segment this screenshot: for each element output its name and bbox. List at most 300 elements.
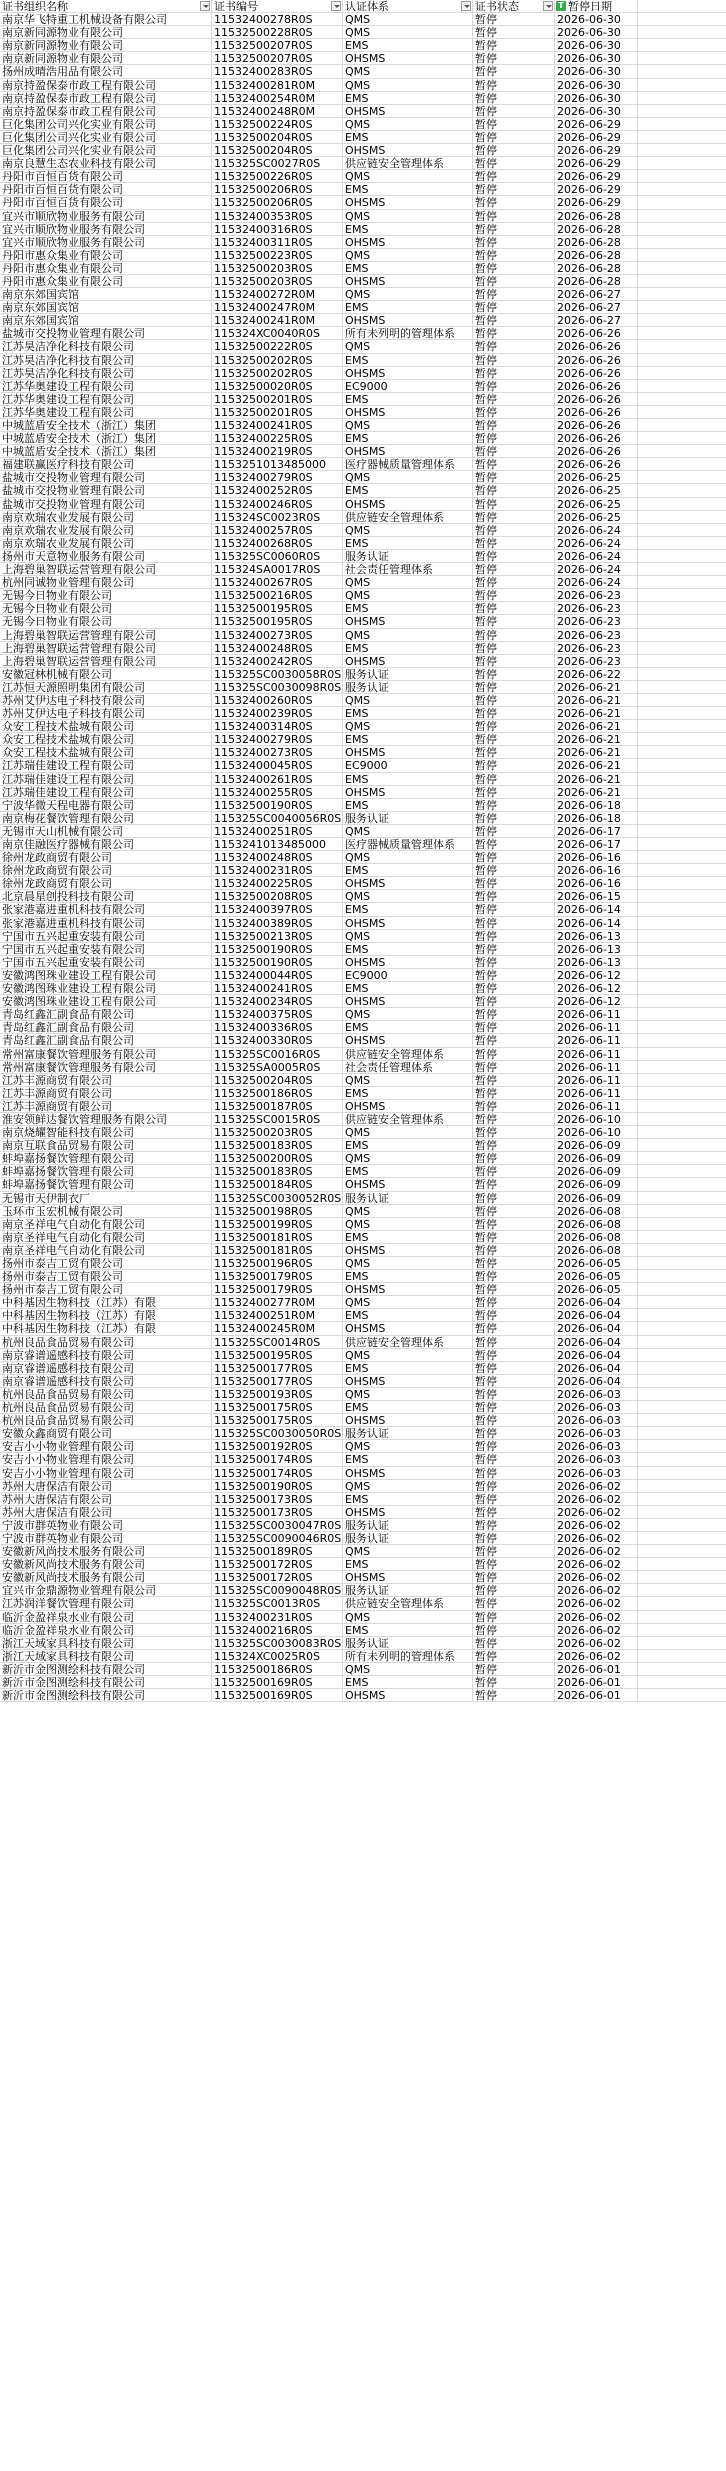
cert-status-cell[interactable]: 暂停 [473,681,555,694]
org-name-cell[interactable]: 南京互联食品贸易有限公司 [0,1139,212,1152]
cert-system-cell[interactable]: QMS [343,1611,473,1624]
cert-system-cell[interactable]: OHSMS [343,406,473,419]
cert-number-cell[interactable]: 11532400279R0S [212,471,343,484]
cert-number-cell[interactable]: 11532500179R0S [212,1283,343,1296]
cert-status-cell[interactable]: 暂停 [473,864,555,877]
org-name-cell[interactable]: 中城蓝盾安全技术（浙江）集团 [0,432,212,445]
empty-cell[interactable] [638,1257,726,1270]
org-name-cell[interactable]: 众安工程技术盐城有限公司 [0,733,212,746]
org-name-cell[interactable]: 扬州成晴浩用品有限公司 [0,65,212,78]
suspend-date-cell[interactable]: 2026-06-24 [555,524,638,537]
org-name-cell[interactable]: 扬州市泰吉工贸有限公司 [0,1283,212,1296]
cert-status-cell[interactable]: 暂停 [473,458,555,471]
suspend-date-cell[interactable]: 2026-06-03 [555,1467,638,1480]
cert-status-cell[interactable]: 暂停 [473,838,555,851]
cert-system-cell[interactable]: QMS [343,65,473,78]
header-cert-number[interactable]: 证书编号 [212,0,343,13]
suspend-date-cell[interactable]: 2026-06-04 [555,1296,638,1309]
suspend-date-cell[interactable]: 2026-06-25 [555,511,638,524]
cert-status-cell[interactable]: 暂停 [473,943,555,956]
cert-system-cell[interactable]: EMS [343,773,473,786]
cert-status-cell[interactable]: 暂停 [473,327,555,340]
suspend-date-cell[interactable]: 2026-06-29 [555,131,638,144]
suspend-date-cell[interactable]: 2026-06-02 [555,1571,638,1584]
suspend-date-cell[interactable]: 2026-06-24 [555,550,638,563]
empty-cell[interactable] [638,236,726,249]
suspend-date-cell[interactable]: 2026-06-08 [555,1231,638,1244]
suspend-date-cell[interactable]: 2026-06-03 [555,1414,638,1427]
cert-number-cell[interactable]: 11532400330R0S [212,1034,343,1047]
org-name-cell[interactable]: 苏州大唐保洁有限公司 [0,1493,212,1506]
cert-system-cell[interactable]: EMS [343,393,473,406]
cert-system-cell[interactable]: OHSMS [343,786,473,799]
empty-cell[interactable] [638,576,726,589]
suspend-date-cell[interactable]: 2026-06-05 [555,1257,638,1270]
cert-system-cell[interactable]: EMS [343,943,473,956]
suspend-date-cell[interactable]: 2026-06-28 [555,210,638,223]
cert-system-cell[interactable]: EMS [343,1231,473,1244]
cert-system-cell[interactable]: 所有未列明的管理体系 [343,327,473,340]
cert-number-cell[interactable]: 115324SA0017R0S [212,563,343,576]
empty-cell[interactable] [638,969,726,982]
org-name-cell[interactable]: 江苏瑞佳建设工程有限公司 [0,773,212,786]
suspend-date-cell[interactable]: 2026-06-22 [555,668,638,681]
cert-system-cell[interactable]: EMS [343,707,473,720]
suspend-date-cell[interactable]: 2026-06-10 [555,1113,638,1126]
suspend-date-cell[interactable]: 2026-06-05 [555,1270,638,1283]
empty-cell[interactable] [638,1309,726,1322]
empty-cell[interactable] [638,629,726,642]
empty-cell[interactable] [638,720,726,733]
suspend-date-cell[interactable]: 2026-06-23 [555,655,638,668]
org-name-cell[interactable]: 江苏丰源商贸有限公司 [0,1074,212,1087]
cert-system-cell[interactable]: QMS [343,589,473,602]
empty-cell[interactable] [638,1100,726,1113]
empty-cell[interactable] [638,694,726,707]
org-name-cell[interactable]: 丹阳市百恒百货有限公司 [0,196,212,209]
cert-number-cell[interactable]: 11532400389R0S [212,917,343,930]
cert-status-cell[interactable]: 暂停 [473,1336,555,1349]
org-name-cell[interactable]: 安徽众鑫商贸有限公司 [0,1427,212,1440]
cert-system-cell[interactable]: OHSMS [343,1034,473,1047]
cert-number-cell[interactable]: 115325SC0030098R0S [214,680,342,694]
org-name-cell[interactable]: 丹阳市百恒百货有限公司 [0,170,212,183]
cert-system-cell[interactable]: QMS [343,694,473,707]
cert-number-cell[interactable]: 11532500195R0S [212,602,343,615]
org-name-cell[interactable]: 江苏瑞佳建设工程有限公司 [0,786,212,799]
org-name-cell[interactable]: 浙江天域家具科技有限公司 [0,1637,212,1650]
empty-cell[interactable] [638,1126,726,1139]
cert-system-cell[interactable]: 服务认证 [343,668,473,681]
cert-number-cell[interactable]: 11532400273R0S [212,746,343,759]
org-name-cell[interactable]: 青岛红鑫汇副食品有限公司 [0,1021,212,1034]
cert-status-cell[interactable]: 暂停 [473,812,555,825]
cert-status-cell[interactable]: 暂停 [473,118,555,131]
empty-cell[interactable] [638,79,726,92]
empty-cell[interactable] [638,524,726,537]
cert-status-cell[interactable]: 暂停 [473,131,555,144]
cert-number-cell[interactable]: 115325SC0030047R0S [214,1518,342,1532]
suspend-date-cell[interactable]: 2026-06-02 [555,1558,638,1571]
org-name-cell[interactable]: 南京睿谱遥感科技有限公司 [0,1349,212,1362]
empty-cell[interactable] [638,903,726,916]
cert-system-cell[interactable]: 供应链安全管理体系 [343,1113,473,1126]
empty-cell[interactable] [638,537,726,550]
empty-cell[interactable] [638,511,726,524]
empty-cell[interactable] [638,668,726,681]
empty-cell[interactable] [638,615,726,628]
suspend-date-cell[interactable]: 2026-06-11 [555,1100,638,1113]
cert-number-cell[interactable]: 11532400219R0S [212,445,343,458]
cert-number-cell[interactable]: 115325SC0030083R0S [214,1636,342,1650]
empty-cell[interactable] [638,982,726,995]
cert-number-cell[interactable]: 11532500181R0S [212,1244,343,1257]
cert-system-cell[interactable]: EMS [343,1165,473,1178]
org-name-cell[interactable]: 宜兴市顺欣物业服务有限公司 [0,210,212,223]
org-name-cell[interactable]: 宁波市群英物业有限公司 [0,1519,212,1532]
cert-status-cell[interactable]: 暂停 [473,668,555,681]
suspend-date-cell[interactable]: 2026-06-30 [555,26,638,39]
empty-cell[interactable] [638,1021,726,1034]
suspend-date-cell[interactable]: 2026-06-02 [555,1506,638,1519]
cert-status-cell[interactable]: 暂停 [473,1558,555,1571]
empty-cell[interactable] [638,1650,726,1663]
suspend-date-cell[interactable]: 2026-06-12 [555,969,638,982]
empty-cell[interactable] [638,118,726,131]
cert-system-cell[interactable]: EMS [343,39,473,52]
cert-number-cell[interactable]: 11532500179R0S [212,1270,343,1283]
cert-system-cell[interactable]: EMS [343,131,473,144]
empty-cell[interactable] [638,301,726,314]
empty-cell[interactable] [638,746,726,759]
cert-system-cell[interactable]: OHSMS [343,1100,473,1113]
suspend-date-cell[interactable]: 2026-06-02 [555,1584,638,1597]
cert-system-cell[interactable]: 医疗器械质量管理体系 [343,458,473,471]
cert-system-cell[interactable]: EC9000 [343,759,473,772]
cert-status-cell[interactable]: 暂停 [473,484,555,497]
empty-cell[interactable] [638,327,726,340]
cert-system-cell[interactable]: EMS [343,537,473,550]
cert-system-cell[interactable]: 供应链安全管理体系 [343,157,473,170]
suspend-date-cell[interactable]: 2026-06-30 [555,79,638,92]
empty-cell[interactable] [638,275,726,288]
cert-status-cell[interactable]: 暂停 [473,406,555,419]
suspend-date-cell[interactable]: 2026-06-11 [555,1087,638,1100]
cert-system-cell[interactable]: EMS [343,864,473,877]
org-name-cell[interactable]: 安徽鸿图珠业建设工程有限公司 [0,982,212,995]
cert-status-cell[interactable]: 暂停 [473,733,555,746]
cert-system-cell[interactable]: QMS [343,1152,473,1165]
org-name-cell[interactable]: 南京睿谱遥感科技有限公司 [0,1375,212,1388]
suspend-date-cell[interactable]: 2026-06-25 [555,484,638,497]
cert-system-cell[interactable]: QMS [343,288,473,301]
cert-number-cell[interactable]: 11532400281R0M [212,79,343,92]
cert-number-cell[interactable]: 11532500216R0S [212,589,343,602]
org-name-cell[interactable]: 宁波华微天程电器有限公司 [0,799,212,812]
empty-cell[interactable] [638,1388,726,1401]
org-name-cell[interactable]: 丹阳市惠众集业有限公司 [0,249,212,262]
org-name-cell[interactable]: 盐城市交投物业管理有限公司 [0,484,212,497]
empty-cell[interactable] [638,1139,726,1152]
cert-number-cell[interactable]: 11532400353R0S [212,210,343,223]
suspend-date-cell[interactable]: 2026-06-21 [555,694,638,707]
empty-cell[interactable] [638,1178,726,1191]
org-name-cell[interactable]: 无锡今日物业有限公司 [0,615,212,628]
org-name-cell[interactable]: 安徽新风尚技术服务有限公司 [0,1545,212,1558]
empty-cell[interactable] [638,589,726,602]
filter-dropdown-icon[interactable] [543,1,553,11]
org-name-cell[interactable]: 江苏润洋餐饮管理有限公司 [0,1597,212,1610]
cert-status-cell[interactable]: 暂停 [473,1597,555,1610]
cert-number-cell[interactable]: 115325SC0090048R0S [214,1584,342,1598]
org-name-cell[interactable]: 南京东郊国宾馆 [0,301,212,314]
cert-system-cell[interactable]: EMS [343,1558,473,1571]
cert-status-cell[interactable]: 暂停 [473,157,555,170]
org-name-cell[interactable]: 中城蓝盾安全技术（浙江）集团 [0,419,212,432]
cert-number-cell[interactable]: 11532500201R0S [212,393,343,406]
cert-system-cell[interactable]: OHSMS [343,995,473,1008]
cert-status-cell[interactable]: 暂停 [473,170,555,183]
cert-status-cell[interactable]: 暂停 [473,1231,555,1244]
cert-system-cell[interactable]: 服务认证 [343,1427,473,1440]
cert-number-cell[interactable]: 115325SC0015R0S [212,1113,343,1126]
cert-system-cell[interactable]: QMS [343,1257,473,1270]
cert-status-cell[interactable]: 暂停 [473,1205,555,1218]
cert-system-cell[interactable]: QMS [343,1074,473,1087]
org-name-cell[interactable]: 南京欢瑞农业发展有限公司 [0,537,212,550]
org-name-cell[interactable]: 新沂市金图测绘科技有限公司 [0,1663,212,1676]
cert-number-cell[interactable]: 11532400279R0S [212,733,343,746]
cert-number-cell[interactable]: 11532400277R0M [212,1296,343,1309]
cert-number-cell[interactable]: 11532500207R0S [212,52,343,65]
cert-status-cell[interactable]: 暂停 [473,720,555,733]
suspend-date-cell[interactable]: 2026-06-13 [555,956,638,969]
suspend-date-cell[interactable]: 2026-06-02 [555,1519,638,1532]
cert-system-cell[interactable]: 供应链安全管理体系 [343,1048,473,1061]
empty-cell[interactable] [638,1611,726,1624]
suspend-date-cell[interactable]: 2026-06-27 [555,301,638,314]
cert-status-cell[interactable]: 暂停 [473,1244,555,1257]
cert-status-cell[interactable]: 暂停 [473,1296,555,1309]
suspend-date-cell[interactable]: 2026-06-29 [555,157,638,170]
suspend-date-cell[interactable]: 2026-06-30 [555,52,638,65]
cert-status-cell[interactable]: 暂停 [473,1519,555,1532]
cert-system-cell[interactable]: OHSMS [343,275,473,288]
suspend-date-cell[interactable]: 2026-06-17 [555,825,638,838]
empty-cell[interactable] [638,1074,726,1087]
cert-number-cell[interactable]: 11532500189R0S [212,1545,343,1558]
empty-cell[interactable] [638,92,726,105]
empty-cell[interactable] [638,759,726,772]
cert-system-cell[interactable]: QMS [343,825,473,838]
cert-number-cell[interactable]: 11532500190R0S [212,799,343,812]
cert-number-cell[interactable]: 11532400044R0S [212,969,343,982]
cert-number-cell[interactable]: 115325SC0090046R0S [214,1531,342,1545]
cert-status-cell[interactable]: 暂停 [473,314,555,327]
cert-system-cell[interactable]: EMS [343,1624,473,1637]
cert-status-cell[interactable]: 暂停 [473,144,555,157]
empty-cell[interactable] [638,1663,726,1676]
cert-number-cell[interactable]: 11532400254R0M [212,92,343,105]
cert-status-cell[interactable]: 暂停 [473,301,555,314]
empty-cell[interactable] [638,550,726,563]
cert-system-cell[interactable]: 服务认证 [343,812,473,825]
org-name-cell[interactable]: 南京华飞特重工机械设备有限公司 [0,13,212,26]
suspend-date-cell[interactable]: 2026-06-03 [555,1401,638,1414]
cert-number-cell[interactable]: 11532400251R0S [212,825,343,838]
cert-status-cell[interactable]: 暂停 [473,236,555,249]
cert-system-cell[interactable]: EMS [343,484,473,497]
cert-status-cell[interactable]: 暂停 [473,1545,555,1558]
cert-status-cell[interactable]: 暂停 [473,1663,555,1676]
suspend-date-cell[interactable]: 2026-06-03 [555,1388,638,1401]
org-name-cell[interactable]: 江苏昊洁净化科技有限公司 [0,367,212,380]
empty-cell[interactable] [638,786,726,799]
empty-cell[interactable] [638,1440,726,1453]
cert-system-cell[interactable]: QMS [343,576,473,589]
empty-cell[interactable] [638,65,726,78]
suspend-date-cell[interactable]: 2026-06-26 [555,354,638,367]
cert-number-cell[interactable]: 11532500208R0S [212,890,343,903]
suspend-date-cell[interactable]: 2026-06-30 [555,105,638,118]
org-name-cell[interactable]: 蚌埠嘉扬餐饮管理有限公司 [0,1165,212,1178]
org-name-cell[interactable]: 南京圣祥电气自动化有限公司 [0,1231,212,1244]
cert-status-cell[interactable]: 暂停 [473,340,555,353]
suspend-date-cell[interactable]: 2026-06-04 [555,1322,638,1335]
empty-cell[interactable] [638,262,726,275]
cert-system-cell[interactable]: QMS [343,1480,473,1493]
cert-number-cell[interactable]: 11532400248R0S [212,851,343,864]
suspend-date-cell[interactable]: 2026-06-29 [555,170,638,183]
empty-cell[interactable] [638,1283,726,1296]
empty-cell[interactable] [638,105,726,118]
org-name-cell[interactable]: 蚌埠嘉扬餐饮管理有限公司 [0,1178,212,1191]
cert-number-cell[interactable]: 11532500213R0S [212,930,343,943]
cert-number-cell[interactable]: 11532500228R0S [212,26,343,39]
cert-number-cell[interactable]: 11532400225R0S [212,432,343,445]
empty-cell[interactable] [638,799,726,812]
org-name-cell[interactable]: 南京持盈保泰市政工程有限公司 [0,105,212,118]
suspend-date-cell[interactable]: 2026-06-02 [555,1545,638,1558]
cert-system-cell[interactable]: OHSMS [343,1467,473,1480]
cert-system-cell[interactable]: 服务认证 [343,1584,473,1597]
suspend-date-cell[interactable]: 2026-06-02 [555,1493,638,1506]
cert-system-cell[interactable]: EMS [343,733,473,746]
cert-status-cell[interactable]: 暂停 [473,930,555,943]
cert-status-cell[interactable]: 暂停 [473,1506,555,1519]
org-name-cell[interactable]: 丹阳市百恒百货有限公司 [0,183,212,196]
empty-cell[interactable] [638,1532,726,1545]
cert-system-cell[interactable]: OHSMS [343,615,473,628]
cert-status-cell[interactable]: 暂停 [473,1584,555,1597]
cert-status-cell[interactable]: 暂停 [473,380,555,393]
empty-cell[interactable] [638,367,726,380]
cert-system-cell[interactable]: EMS [343,1021,473,1034]
suspend-date-cell[interactable]: 2026-06-11 [555,1021,638,1034]
suspend-date-cell[interactable]: 2026-06-23 [555,642,638,655]
cert-number-cell[interactable]: 11532400311R0S [212,236,343,249]
cert-number-cell[interactable]: 11532500186R0S [212,1663,343,1676]
cert-status-cell[interactable]: 暂停 [473,1309,555,1322]
cert-system-cell[interactable]: QMS [343,851,473,864]
empty-cell[interactable] [638,1231,726,1244]
cert-status-cell[interactable]: 暂停 [473,52,555,65]
cert-number-cell[interactable]: 11532500195R0S [212,615,343,628]
cert-status-cell[interactable]: 暂停 [473,995,555,1008]
cert-number-cell[interactable]: 115325SC0016R0S [212,1048,343,1061]
suspend-date-cell[interactable]: 2026-06-03 [555,1453,638,1466]
cert-system-cell[interactable]: OHSMS [343,1178,473,1191]
cert-status-cell[interactable]: 暂停 [473,1401,555,1414]
cert-number-cell[interactable]: 115324XC0040R0S [212,327,343,340]
cert-system-cell[interactable]: EMS [343,1139,473,1152]
cert-number-cell[interactable]: 11532500186R0S [212,1087,343,1100]
cert-status-cell[interactable]: 暂停 [473,890,555,903]
empty-cell[interactable] [638,288,726,301]
empty-cell[interactable] [638,1087,726,1100]
cert-number-cell[interactable]: 11532400314R0S [212,720,343,733]
cert-number-cell[interactable]: 11532500195R0S [212,1349,343,1362]
org-name-cell[interactable]: 巨化集团公司兴化实业有限公司 [0,144,212,157]
cert-number-cell[interactable]: 11532500173R0S [212,1493,343,1506]
empty-cell[interactable] [638,930,726,943]
empty-cell[interactable] [638,170,726,183]
cert-number-cell[interactable]: 11532400336R0S [212,1021,343,1034]
suspend-date-cell[interactable]: 2026-06-13 [555,930,638,943]
cert-status-cell[interactable]: 暂停 [473,1021,555,1034]
empty-cell[interactable] [638,864,726,877]
empty-cell[interactable] [638,563,726,576]
cert-number-cell[interactable]: 11532500206R0S [212,196,343,209]
cert-system-cell[interactable]: QMS [343,13,473,26]
org-name-cell[interactable]: 南京佳融医疗器械有限公司 [0,838,212,851]
cert-system-cell[interactable]: QMS [343,629,473,642]
empty-cell[interactable] [638,1453,726,1466]
cert-number-cell[interactable]: 11532400267R0S [212,576,343,589]
cert-number-cell[interactable]: 115325SC0060R0S [212,550,343,563]
empty-cell[interactable] [638,1624,726,1637]
org-name-cell[interactable]: 张家港嘉进重机科技有限公司 [0,903,212,916]
empty-cell[interactable] [638,354,726,367]
org-name-cell[interactable]: 南京良慧生态农业科技有限公司 [0,157,212,170]
suspend-date-cell[interactable]: 2026-06-26 [555,445,638,458]
cert-number-cell[interactable]: 115324XC0025R0S [212,1650,343,1663]
suspend-date-cell[interactable]: 2026-06-11 [555,1048,638,1061]
org-name-cell[interactable]: 安吉小小物业管理有限公司 [0,1453,212,1466]
suspend-date-cell[interactable]: 2026-06-04 [555,1336,638,1349]
suspend-date-cell[interactable]: 2026-06-27 [555,288,638,301]
cert-system-cell[interactable]: EMS [343,1270,473,1283]
cert-number-cell[interactable]: 115324SC0023R0S [212,511,343,524]
filter-dropdown-icon[interactable] [200,1,210,11]
org-name-cell[interactable]: 江苏瑞佳建设工程有限公司 [0,759,212,772]
suspend-date-cell[interactable]: 2026-06-29 [555,118,638,131]
cert-system-cell[interactable]: QMS [343,1218,473,1231]
cert-status-cell[interactable]: 暂停 [473,1349,555,1362]
org-name-cell[interactable]: 南京圣祥电气自动化有限公司 [0,1218,212,1231]
cert-status-cell[interactable]: 暂停 [473,746,555,759]
suspend-date-cell[interactable]: 2026-06-16 [555,864,638,877]
org-name-cell[interactable]: 苏州艾伊达电子科技有限公司 [0,694,212,707]
suspend-date-cell[interactable]: 2026-06-14 [555,917,638,930]
cert-status-cell[interactable]: 暂停 [473,1571,555,1584]
cert-status-cell[interactable]: 暂停 [473,1008,555,1021]
cert-system-cell[interactable]: EMS [343,223,473,236]
cert-status-cell[interactable]: 暂停 [473,956,555,969]
suspend-date-cell[interactable]: 2026-06-21 [555,681,638,694]
org-name-cell[interactable]: 江苏丰源商贸有限公司 [0,1087,212,1100]
cert-system-cell[interactable]: 服务认证 [343,1637,473,1650]
